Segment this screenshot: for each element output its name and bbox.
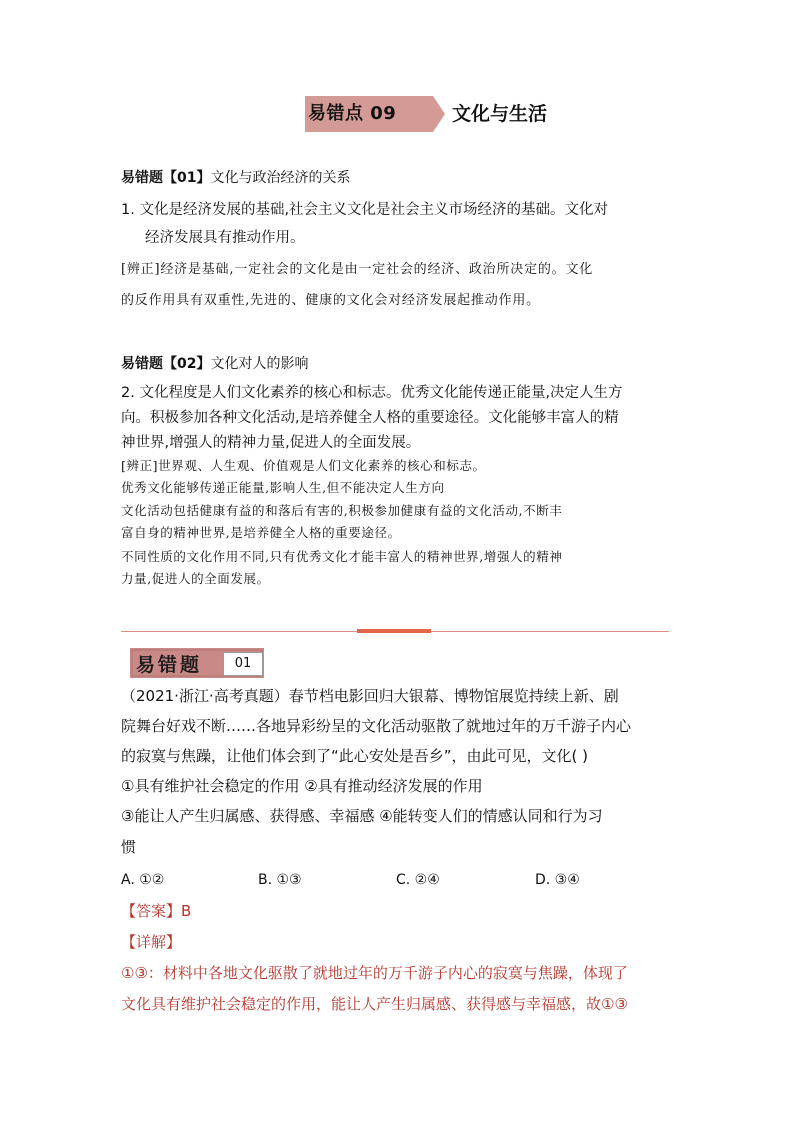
section2-statement-line2: 向。积极参加各种文化活动,是培养健全人格的重要途径。文化能够丰富人的精 (121, 410, 619, 426)
badge-number: 01 (223, 652, 263, 676)
option-d: D. ③④ (535, 872, 580, 888)
section2-topic: 文化对人的影响 (210, 356, 309, 372)
section2-label: 易错题 (121, 356, 163, 372)
section1-correction-line2: 的反作用具有双重性,先进的、健康的文化会对经济发展起推动作用。 (121, 293, 540, 308)
section2-code: 【02】 (163, 356, 211, 372)
section2-heading (121, 353, 308, 373)
option-a: A. ①② (121, 872, 165, 888)
title-label: 易错点 09 (308, 103, 397, 124)
section1-statement-line1: 1. 文化是经济发展的基础,社会主义文化是社会主义市场经济的基础。文化对 (121, 202, 609, 218)
section1-code: 【01】 (163, 170, 211, 186)
divider-accent (357, 629, 431, 633)
section1-label: 易错题 (121, 170, 163, 186)
option-c: C. ②④ (396, 872, 440, 888)
question-line: 惯 (121, 838, 137, 856)
answer-row (121, 896, 191, 928)
question-line: 的寂寞与焦躁，让他们体会到了“此心安处是吾乡”，由此可见，文化( ) (121, 747, 589, 765)
answer-value: B (181, 902, 192, 920)
badge-label: 易错题 (136, 654, 203, 676)
question-line: ①具有维护社会稳定的作用 ②具有推动经济发展的作用 (121, 777, 483, 795)
section2-statement-line1: 2. 文化程度是人们文化素养的核心和标志。优秀文化能传递正能量,决定人生方 (121, 385, 623, 401)
section2-statement-line3: 神世界,增强人的精神力量,促进人的全面发展。 (121, 435, 421, 451)
detail-line: ①③：材料中各地文化驱散了就地过年的万千游子内心的寂寞与焦躁，体现了 (121, 964, 628, 982)
page-title: 文化与生活 (452, 103, 548, 125)
section2-correction-line: 文化活动包括健康有益的和落后有害的,积极参加健康有益的文化活动,不断丰 (121, 503, 563, 518)
answer-label: 【答案】 (121, 902, 182, 920)
section1-heading (121, 167, 350, 187)
section2-correction-line: 力量,促进人的全面发展。 (121, 571, 270, 586)
section1-correction-line1: [辨正]经济是基础,一定社会的文化是由一定社会的经济、政治所决定的。文化 (121, 262, 594, 277)
detail-label: 【详解】 (121, 933, 182, 951)
section2-correction-line: 优秀文化能够传递正能量,影响人生,但不能决定人生方向 (121, 480, 445, 495)
question-line: （2021·浙江·高考真题）春节档电影回归大银幕、博物馆展览持续上新、剧 (121, 687, 619, 705)
option-b: B. ①③ (258, 872, 302, 888)
section1-statement-line2: 经济发展具有推动作用。 (145, 230, 305, 246)
question-line: 院舞台好戏不断……各地异彩纷呈的文化活动驱散了就地过年的万千游子内心 (121, 717, 632, 735)
section1-topic: 文化与政治经济的关系 (210, 170, 351, 186)
detail-line: 文化具有维护社会稳定的作用，能让人产生归属感、获得感与幸福感，故①③ (121, 995, 628, 1013)
section2-correction-line: 富自身的精神世界,是培养健全人格的重要途径。 (121, 525, 401, 540)
section2-correction-line: 不同性质的文化作用不同,只有优秀文化才能丰富人的精神世界,增强人的精神 (121, 549, 563, 564)
question-line: ③能让人产生归属感、获得感、幸福感 ④能转变人们的情感认同和行为习 (121, 807, 603, 825)
section2-correction-line: [辨正]世界观、人生观、价值观是人们文化素养的核心和标志。 (121, 458, 486, 473)
